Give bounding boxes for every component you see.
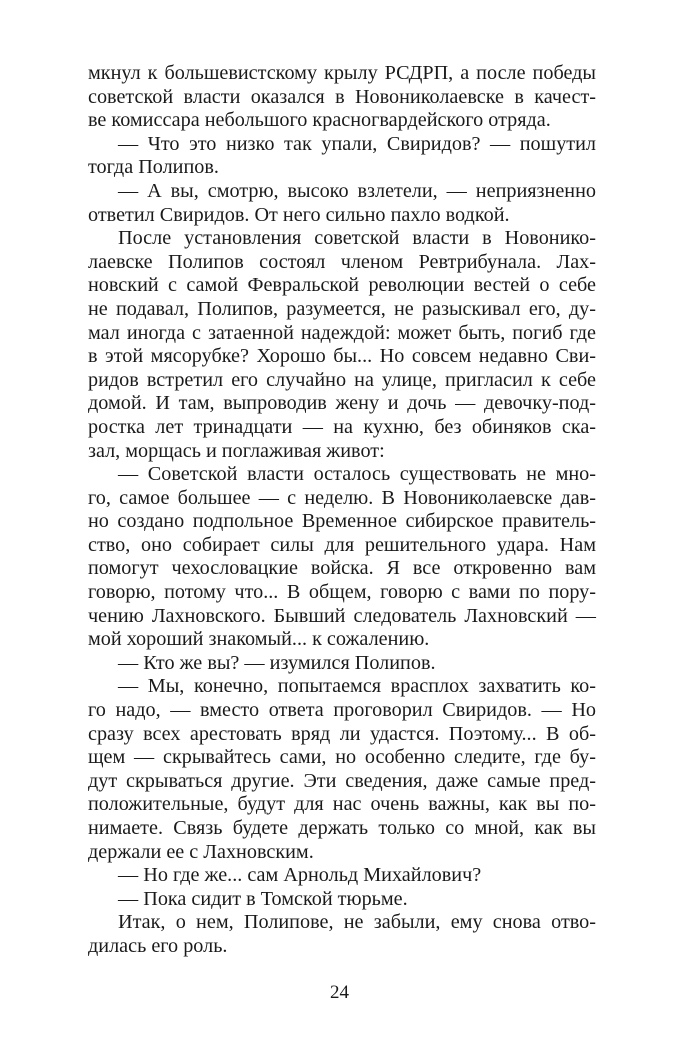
- text-line: в этой мясорубке? Хорошо бы... Но совсем недавно Сви-: [88, 345, 596, 368]
- text-line: ство, оно собирает силы для решительного удара. Нам: [88, 533, 596, 556]
- page-number: 24: [330, 982, 349, 1003]
- text-line: — Но где же... сам Арнольд Михайлович?: [118, 864, 482, 887]
- text-line: новский с самой Февральской революции вестей о себе: [88, 274, 596, 297]
- text-line: го надо, — вместо ответа проговорил Свиридов. — Но: [88, 699, 596, 722]
- text-line: щем — скрывайтесь сами, но особенно следите, где бу-: [88, 746, 596, 769]
- text-line: мкнул к большевистскому крылу РСДРП, а после победы: [88, 62, 596, 84]
- text-line: ответил Свиридов. От него сильно пахло водкой.: [88, 203, 510, 226]
- text-line: После установления советской власти в Новонико-: [118, 227, 596, 250]
- text-line: — Пока сидит в Томской тюрьме.: [118, 887, 408, 910]
- text-line: — Мы, конечно, попытаемся врасплох захватить ко-: [118, 675, 596, 698]
- text-line: сразу всех арестовать вряд ли удастся. Поэтому... В об-: [88, 722, 596, 745]
- text-line: тогда Полипов.: [88, 156, 219, 179]
- text-line: — Что это низко так упали, Свиридов? — пошутил: [118, 132, 596, 155]
- text-line: ве комиссара небольшого красногвардейского отряда.: [88, 109, 551, 132]
- text-line: но создано подпольное Временное сибирское правитель-: [88, 510, 596, 533]
- text-line: нимаете. Связь будете держать только со мной, как вы: [88, 817, 596, 839]
- text-line: — Кто же вы? — изумился Полипов.: [118, 651, 436, 674]
- text-line: — Советской власти осталось существовать не мно-: [118, 463, 596, 486]
- text-line: дилась его роль.: [88, 934, 228, 957]
- text-line: го, самое большее — с неделю. В Новониколаевске дав-: [88, 486, 596, 509]
- text-line: советской власти оказался в Новониколаевске в качест-: [88, 85, 596, 108]
- text-line: ридов встретил его случайно на улице, пригласил к себе: [88, 368, 596, 391]
- text-line: мал иногда с затаенной надеждой: может быть, погиб где: [88, 321, 596, 344]
- text-line: говорю, потому что... В общем, говорю с вами по пору-: [88, 581, 596, 604]
- text-line: держали ее с Лахновским.: [88, 840, 314, 863]
- text-line: ростка лет тринадцати — на кухню, без обиняков ска-: [88, 415, 596, 438]
- body-text: [88, 62, 596, 959]
- text-line: лаевске Полипов состоял членом Ревтрибунала. Лах-: [88, 250, 596, 273]
- text-line: не подавал, Полипов, разумеется, не разыскивал его, ду-: [88, 297, 596, 320]
- text-line: домой. И там, выпроводив жену и дочь — девочку-под-: [88, 392, 596, 415]
- text-line: Итак, о нем, Полипове, не забыли, ему снова отво-: [118, 911, 596, 934]
- text-line: зал, морщась и поглаживая живот:: [88, 439, 385, 462]
- text-line: дут скрываться другие. Эти сведения, даже самые пред-: [88, 769, 596, 792]
- text-line: помогут чехословацкие войска. Я все откровенно вам: [88, 557, 596, 580]
- text-line: — А вы, смотрю, высоко взлетели, — неприязненно: [118, 179, 596, 202]
- text-line: положительные, будут для нас очень важны, как вы по-: [88, 793, 596, 816]
- text-line: мой хороший знакомый... к сожалению.: [88, 628, 430, 651]
- text-line: чению Лахновского. Бывший следователь Лахновский —: [88, 604, 596, 627]
